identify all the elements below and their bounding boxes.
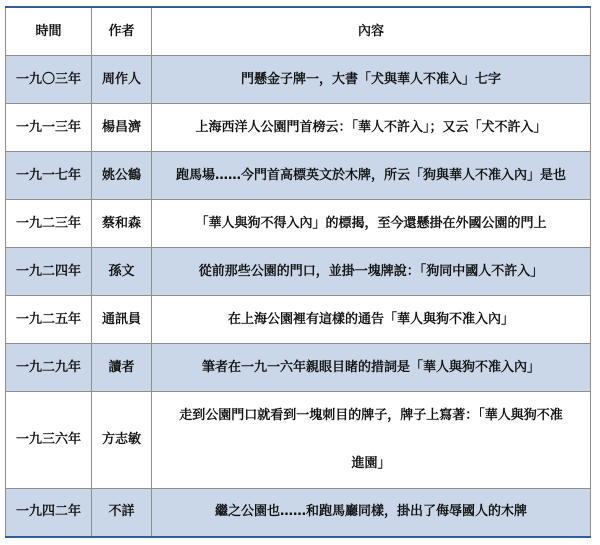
author-cell: 不詳 — [92, 489, 152, 537]
year-cell: 一九〇三年 — [6, 56, 92, 104]
table-row — [6, 152, 591, 200]
table-row — [6, 104, 591, 152]
year-cell: 一九二四年 — [6, 248, 92, 296]
content-cell: 筆者在一九一六年親眼目睹的措詞是「華人與狗不准入內」 — [152, 344, 591, 392]
table-row — [6, 296, 591, 344]
author-cell: 孫文 — [92, 248, 152, 296]
content-cell: 繼之公園也……和跑馬廳同樣，掛出了侮辱國人的木牌 — [152, 489, 591, 537]
content-line-1: 走到公園門口就看到一塊刺目的牌子，牌子上寫著：「華人與狗不准 — [179, 408, 563, 423]
content-cell — [152, 392, 591, 489]
table-row — [6, 344, 591, 392]
year-cell: 一九一七年 — [6, 152, 92, 200]
table-row — [6, 56, 591, 104]
content-cell: 跑馬場……今門首高標英文於木牌，所云「狗與華人不准入內」是也 — [152, 152, 591, 200]
quotes-table — [5, 6, 591, 538]
year-cell: 一九三六年 — [6, 392, 92, 489]
content-cell: 門懸金子牌一，大書「犬與華人不准入」七字 — [152, 56, 591, 104]
content-line-2: 進園」 — [351, 456, 391, 471]
content-cell: 上海西洋人公園門首榜云：「華人不許入」；又云「犬不許入」 — [152, 104, 591, 152]
content-cell: 從前那些公園的門口，並掛一塊牌說：「狗同中國人不許入」 — [152, 248, 591, 296]
header-author: 作者 — [92, 7, 152, 56]
year-cell: 一九四二年 — [6, 489, 92, 537]
author-cell: 讀者 — [92, 344, 152, 392]
table-row — [6, 248, 591, 296]
year-cell: 一九二五年 — [6, 296, 92, 344]
table-row — [6, 489, 591, 537]
header-time: 時間 — [6, 7, 92, 56]
author-cell: 通訊員 — [92, 296, 152, 344]
table-header-row — [6, 7, 591, 56]
author-cell: 楊昌濟 — [92, 104, 152, 152]
year-cell: 一九二九年 — [6, 344, 92, 392]
author-cell: 周作人 — [92, 56, 152, 104]
author-cell: 姚公鶴 — [92, 152, 152, 200]
content-cell: 在上海公園裡有這樣的通告「華人與狗不准入內」 — [152, 296, 591, 344]
author-cell: 方志敏 — [92, 392, 152, 489]
table-row — [6, 200, 591, 248]
year-cell: 一九一三年 — [6, 104, 92, 152]
content-cell: 「華人與狗不得入內」的標揭，至今還懸掛在外國公園的門上 — [152, 200, 591, 248]
header-content: 內容 — [152, 7, 591, 56]
year-cell: 一九二三年 — [6, 200, 92, 248]
table-row — [6, 392, 591, 489]
author-cell: 蔡和森 — [92, 200, 152, 248]
